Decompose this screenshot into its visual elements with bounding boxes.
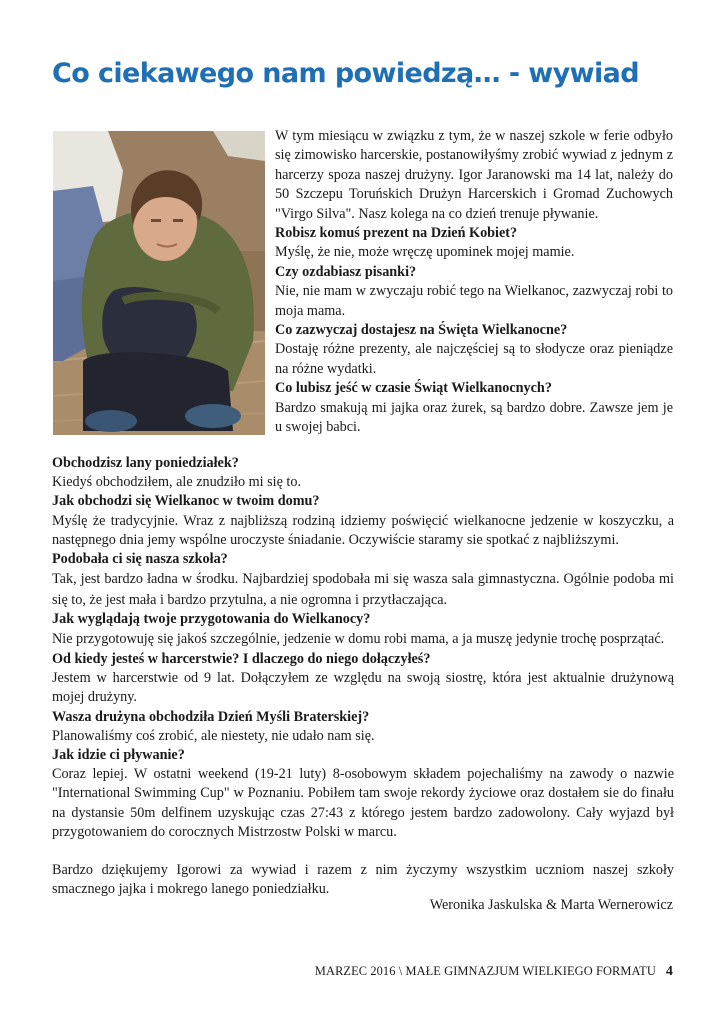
question: Co lubisz jeść w czasie Świąt Wielkanocnych? bbox=[275, 380, 552, 397]
answer: Dostaję różne prezenty, ale najczęściej są to słodycze oraz pieniądze na różne wydatki. bbox=[275, 341, 673, 377]
answer: Nie przygotowuję się jakoś szczególnie, jedzenie w domu robi mama, a ja muszę jedynie trochę posprzątać. bbox=[52, 631, 665, 648]
boy-sitting-photo-icon bbox=[53, 131, 265, 435]
answer: Coraz lepiej. W ostatni weekend (19-21 luty) 8-osobowym składem pojechaliśmy na zawody o nazwie "International Swimming Cup" w Poznaniu. Pobiłem tam swoje rekordy życiowe oraz dostałem sie do finału na dystansie 50m delfinem uzyskując czas 27:43 z którego jestem bardzo zadowolony. Cały wyjazd był przygotowaniem do corocznych Mistrzostw Polski w marcu. bbox=[52, 766, 674, 840]
question: Jak idzie ci pływanie? bbox=[52, 746, 185, 763]
question: Czy ozdabiasz pisanki? bbox=[275, 263, 417, 280]
question: Podobała ci się nasza szkoła? bbox=[52, 551, 228, 568]
question: Co zazwyczaj dostajesz na Święta Wielkanocne? bbox=[275, 322, 568, 339]
author-signature: Weronika Jaskulska & Marta Wernerowicz bbox=[429, 897, 673, 913]
interview-body bbox=[52, 454, 674, 899]
answer: Tak, jest bardzo ładna w środku. Najbardziej spodobała mi się wasza sala gimnastyczna. Ogólnie podoba mi się to, że jest mała i bardzo przytulna, a nie ogromna i przytłaczająca. bbox=[52, 571, 674, 608]
spacer bbox=[52, 842, 674, 861]
question: Obchodzisz lany poniedziałek? bbox=[52, 455, 239, 471]
article-title: Co ciekawego nam powiedzą… - wywiad bbox=[52, 58, 639, 89]
page-footer bbox=[0, 964, 673, 980]
closing-text: Bardzo dziękujemy Igorowi za wywiad i razem z nim życzymy wszystkim uczniom naszej szkoły smacznego jajka i mokrego lanego poniedziałku. bbox=[52, 861, 674, 898]
intro-text bbox=[275, 127, 673, 438]
answer: Bardzo smakują mi jajka oraz żurek, są bardzo dobre. Zawsze jem je u swojej babci. bbox=[275, 399, 673, 436]
footer-text: MARZEC 2016 \ MAŁE GIMNAZJUM WIELKIEGO FORMATU bbox=[314, 964, 656, 978]
page-number: 4 bbox=[665, 964, 673, 979]
question: Jak obchodzi się Wielkanoc w twoim domu? bbox=[52, 493, 320, 510]
question: Wasza drużyna obchodziła Dzień Myśli Braterskiej? bbox=[52, 708, 370, 725]
question: Jak wyglądają twoje przygotowania do Wielkanocy? bbox=[52, 611, 371, 628]
answer: Kiedyś obchodziłem, ale znudziło mi się to. bbox=[52, 474, 302, 491]
interview-photo bbox=[53, 131, 265, 435]
answer: Jestem w harcerstwie od 9 lat. Dołączyłem ze względu na swoją siostrę, która jest aktualnie drużynową mojej drużyny. bbox=[52, 670, 674, 706]
answer: Planowaliśmy coś zrobić, ale niestety, nie udało nam się. bbox=[52, 727, 375, 744]
question: Robisz komuś prezent na Dzień Kobiet? bbox=[275, 225, 518, 242]
answer: Myślę że tradycyjnie. Wraz z najbliższą rodziną idziemy poświęcić wielkanocne jedzenie w koszyczku, a następnego dnia jemy wspólne uroczyste śniadanie. Oczywiście staramy sie spotkać z najbliższymi. bbox=[52, 512, 674, 548]
question: Od kiedy jesteś w harcerstwie? I dlaczego do niego dołączyłeś? bbox=[52, 650, 431, 667]
answer: Nie, nie mam w zwyczaju robić tego na Wielkanoc, zazwyczaj robi to moja mama. bbox=[275, 283, 673, 319]
intro-lead: W tym miesiącu w związku z tym, że w naszej szkole w ferie odbyło się zimowisko harcerskie, postanowiłyśmy zrobić wywiad z jednym z harcerzy spoza naszej drużyny. Igor Jaranowski ma 14 lat, należy do 50 Szczepu Toruńskich Drużyn Harcerskich i Gromad Zuchowych "Virgo Silva". Nasz kolega na co dzień trenuje pływanie. bbox=[275, 128, 673, 222]
answer: Myślę, że nie, może wręczę upominek mojej mamie. bbox=[275, 244, 575, 261]
